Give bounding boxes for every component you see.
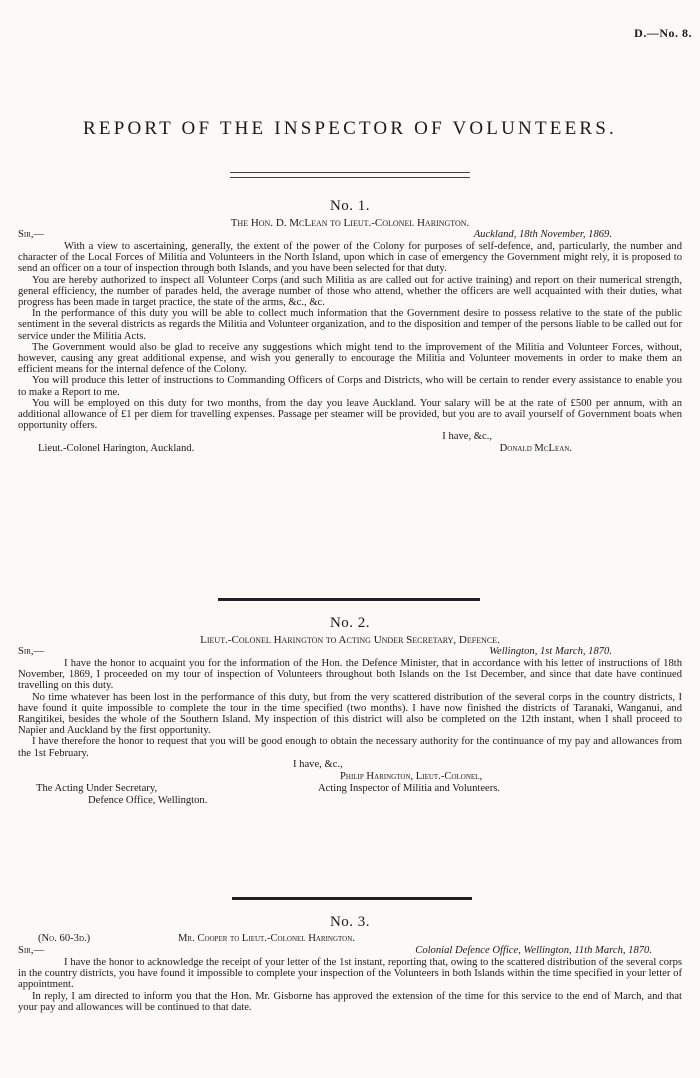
letter-1-addressee: Lieut.-Colonel Harington, Auckland.	[38, 443, 195, 455]
letter-3-salutation: Sir,—	[18, 945, 45, 956]
letter-3-paragraph: In reply, I am directed to inform you that the Hon. Mr. Gisborne has approved the extension of the time for this service to the end of March, and that your pay and allowances will be continued to that date.	[18, 990, 682, 1013]
letter-1-salutation-row	[18, 229, 682, 241]
letter-1-number: No. 1.	[329, 198, 371, 214]
letter-2-paragraph: No time whatever has been lost in the performance of this duty, but from the very scattered distribution of the several corps in the country districts, I have found it quite impossible to complete the tour in the time specified (two months). I have now finished the districts of Taranaki, Wanganui, and Rangitikei, besides the whole of the Southern Island. My inspection of this district will also be completed on the 12th instant, when I shall proceed to Napier and Auckland by the first opportunity.	[18, 691, 682, 737]
page-reference: D.—No. 8.	[634, 26, 692, 40]
letter-3-paragraph: I have the honor to acknowledge the receipt of your letter of the 1st instant, reporting that, owing to the scattered distribution of the several corps in the country districts, you have found it impossible to complete your inspection of the Volunteers in both Islands within the time specified in your letter of appointment.	[18, 957, 682, 991]
letter-1-signature-row	[18, 443, 682, 455]
letter-1-heading: The Hon. D. McLean to Lieut.-Colonel Harington.	[230, 217, 470, 229]
letter-3-heading-row	[18, 933, 682, 945]
letter-2	[18, 614, 682, 807]
letter-2-salutation: Sir,—	[18, 646, 45, 657]
letter-2-heading: Lieut.-Colonel Harington to Acting Under Secretary, Defence.	[200, 634, 500, 646]
letter-1-place-date: Auckland, 18th November, 1869.	[473, 229, 612, 240]
letter-1-closing-row	[18, 431, 682, 443]
letter-2-signature-block	[18, 771, 682, 807]
letter-2-closing: I have, &c.,	[293, 758, 343, 770]
letter-1-paragraph: You are hereby authorized to inspect all Volunteer Corps (and such Militia as are called out for active training) and report on their numerical strength, general efficiency, the number of parades held, the average number of those who attend, whether the officers are well acquainted with their duties, what progress has been made in target practice, the state of the arms, &c., &c.	[18, 274, 682, 309]
letter-1-signature: Donald McLean.	[499, 443, 572, 455]
letter-1-closing: I have, &c.,	[442, 431, 492, 443]
letter-2-number: No. 2.	[329, 615, 371, 631]
letter-3	[18, 913, 682, 1013]
letter-1-salutation: Sir,—	[18, 229, 45, 240]
letter-1-paragraph: You will produce this letter of instructions to Commanding Officers of Corps and Districts, who will be certain to render every assistance to enable you to make a Report to me.	[18, 375, 682, 398]
letter-2-addressee-line-2: Defence Office, Wellington.	[88, 794, 208, 806]
letter-3-salutation-row	[18, 945, 682, 957]
letter-3-number: No. 3.	[329, 914, 371, 930]
letter-1-paragraph: With a view to ascertaining, generally, the extent of the power of the Colony for purposes of self-defence, and, particularly, the number and character of the Local Forces of Militia and Volunteers in the North Island, upon which in case of emergency the Government might rely, it is proposed to send an officer on a tour of inspection through both Islands, and you have been selected for that duty.	[18, 241, 682, 275]
letter-3-place-date: Colonial Defence Office, Wellington, 11th March, 1870.	[415, 945, 652, 956]
letter-2-signature-name: Philip Harington, Lieut.-Colonel,	[340, 770, 483, 782]
letter-1-paragraph: You will be employed on this duty for two months, from the day you leave Auckland. Your salary will be at the rate of £500 per annum, with an additional allowance of £1 per diem for travelling expenses. Passage per steamer will be provided, but you are to avail yourself of Government boats when opportunity offers.	[18, 397, 682, 432]
letter-divider	[218, 598, 480, 601]
letter-1	[18, 197, 682, 455]
letter-1-paragraph: In the performance of this duty you will be able to collect much information that the Government desire to possess relative to the state of the public sentiment in the several districts as regards the Militia and Volunteer organization, and to the disposition and temper of the persons liable to be called out for service under the Militia Acts.	[18, 308, 682, 342]
letter-2-place-date: Wellington, 1st March, 1870.	[489, 646, 612, 657]
letter-2-closing-row	[18, 759, 682, 771]
report-title: REPORT OF THE INSPECTOR OF VOLUNTEERS.	[83, 118, 617, 139]
letter-2-signature-title: Acting Inspector of Militia and Volunteers.	[318, 782, 501, 794]
letter-2-paragraph: I have the honor to acquaint you for the information of the Hon. the Defence Minister, that in accordance with his letter of instructions of 18th November, 1869, I proceeded on my tour of inspection of Volunteers throughout both Islands on the 1st December, and since that date have continued travelling on this duty.	[18, 658, 682, 692]
letter-2-paragraph: I have therefore the honor to request that you will be good enough to obtain the necessary authority for the continuance of my pay and allowances from the 1st February.	[18, 736, 682, 759]
letter-3-reference: (No. 60-3d.)	[38, 933, 91, 944]
letter-divider	[232, 897, 472, 900]
letter-1-paragraph: The Government would also be glad to receive any suggestions which might tend to the improvement of the Militia and Volunteer Forces, without, however, causing any great additional expense, and wish you generally to encourage the Militia and Volunteer movements in order to make them an efficient means for the internal defence of the Colony.	[18, 341, 682, 376]
letter-2-salutation-row	[18, 646, 682, 658]
letter-3-heading: Mr. Cooper to Lieut.-Colonel Harington.	[178, 933, 355, 944]
letter-2-addressee-line-1: The Acting Under Secretary,	[36, 782, 158, 794]
title-divider	[230, 172, 470, 178]
